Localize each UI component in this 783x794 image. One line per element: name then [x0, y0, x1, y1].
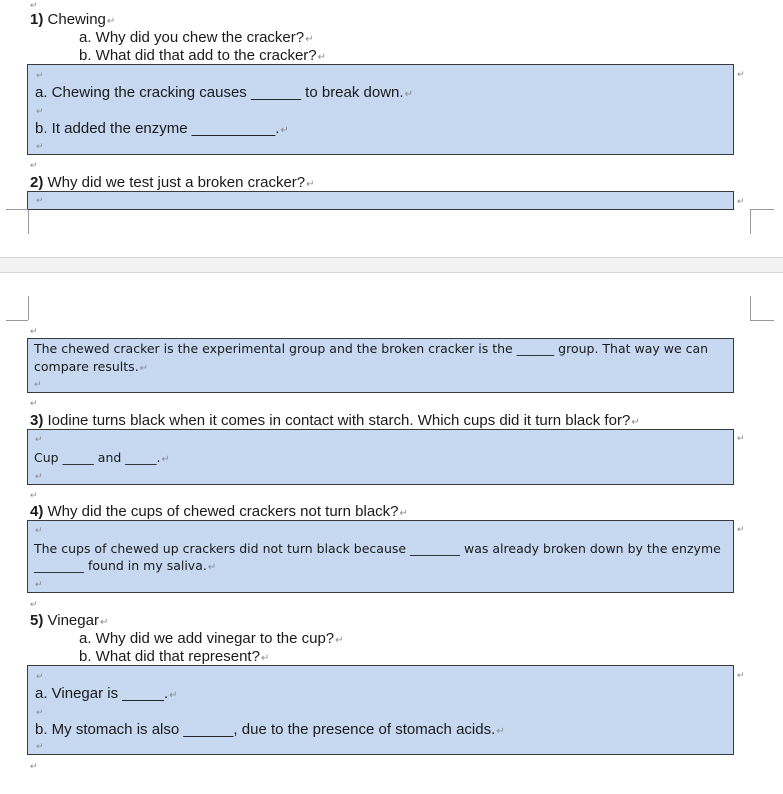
answer-box-5[interactable] — [27, 665, 734, 755]
crop-mark — [6, 320, 28, 321]
answer-1a — [35, 84, 413, 104]
answer-text: The cups of chewed up crackers did not turn black because ________ was already broken down by the enzyme — [34, 541, 721, 556]
paragraph-mark: ↵ — [30, 326, 38, 336]
paragraph-mark: ↵ — [305, 34, 314, 45]
sub-question-text: a. Why did we add vinegar to the cup? — [79, 630, 335, 647]
paragraph-mark: ↵ — [35, 471, 43, 481]
answer-text: b. My stomach is also ______, due to the presence of stomach acids. — [35, 721, 496, 738]
question-number: 3) — [30, 412, 44, 429]
question-text: Vinegar — [47, 612, 99, 629]
paragraph-mark: ↵ — [34, 379, 42, 389]
paragraph-mark: ↵ — [335, 635, 344, 646]
question-text: Why did we test just a broken cracker? — [47, 174, 306, 191]
paragraph-mark: ↵ — [30, 160, 38, 170]
answer-box-2[interactable] — [27, 338, 734, 393]
paragraph-mark: ↵ — [737, 69, 745, 79]
paragraph-mark: ↵ — [106, 16, 116, 27]
paragraph-mark: ↵ — [30, 490, 38, 500]
question-number: 5) — [30, 612, 44, 629]
paragraph-mark: ↵ — [737, 670, 745, 680]
paragraph-mark: ↵ — [737, 196, 745, 206]
question-text: Iodine turns black when it comes in contact with starch. Which cups did it turn black for? — [47, 412, 631, 429]
paragraph-mark: ↵ — [99, 617, 109, 628]
paragraph-mark: ↵ — [631, 417, 640, 428]
crop-mark — [750, 209, 774, 210]
paragraph-mark: ↵ — [161, 454, 170, 465]
question-5-sub-a — [79, 630, 344, 650]
question-number: 2) — [30, 174, 44, 191]
paragraph-mark: ↵ — [30, 398, 38, 408]
answer-text: a. Chewing the cracking causes ______ to break down. — [35, 84, 404, 101]
paragraph-mark: ↵ — [306, 179, 315, 190]
sub-question-text: b. What did that represent? — [79, 648, 260, 665]
crop-mark — [28, 210, 29, 234]
answer-3 — [34, 450, 170, 468]
answer-text-line2 — [34, 359, 148, 377]
question-5 — [30, 612, 108, 632]
paragraph-mark: ↵ — [36, 141, 44, 151]
crop-mark — [750, 296, 751, 320]
paragraph-mark: ↵ — [317, 52, 327, 63]
question-1-sub-a — [79, 29, 314, 49]
crop-mark — [6, 209, 28, 210]
paragraph-mark: ↵ — [36, 106, 44, 116]
paragraph-mark: ↵ — [737, 524, 745, 534]
crop-mark — [750, 320, 774, 321]
paragraph-mark: ↵ — [169, 690, 178, 701]
answer-5a — [35, 685, 178, 705]
paragraph-mark: ↵ — [737, 433, 745, 443]
sub-question-text: a. Why did you chew the cracker? — [79, 29, 305, 46]
answer-box-4[interactable] — [27, 520, 734, 593]
question-1 — [30, 11, 115, 31]
paragraph-mark: ↵ — [399, 508, 408, 519]
paragraph-mark: ↵ — [36, 70, 44, 80]
paragraph-mark: ↵ — [280, 125, 289, 136]
paragraph-mark: ↵ — [36, 707, 44, 717]
paragraph-mark: ↵ — [207, 562, 217, 573]
page-break — [0, 257, 783, 273]
answer-text: compare results. — [34, 359, 139, 374]
paragraph-mark: ↵ — [36, 741, 44, 751]
paragraph-mark: ↵ — [35, 525, 43, 535]
sub-question-text: b. What did that add to the cracker? — [79, 47, 317, 64]
paragraph-mark: ↵ — [30, 761, 38, 771]
answer-text-line2 — [34, 558, 216, 576]
question-text: Why did the cups of chewed crackers not turn black? — [47, 503, 399, 520]
question-number: 4) — [30, 503, 44, 520]
paragraph-mark: ↵ — [260, 653, 270, 664]
answer-box-2-top[interactable] — [27, 191, 734, 210]
crop-mark — [28, 296, 29, 320]
answer-text: b. It added the enzyme __________. — [35, 120, 280, 137]
answer-box-1[interactable] — [27, 64, 734, 155]
paragraph-mark: ↵ — [404, 89, 413, 100]
paragraph-mark: ↵ — [496, 726, 505, 737]
paragraph-mark: ↵ — [36, 671, 44, 681]
answer-5b — [35, 721, 505, 741]
paragraph-mark: ↵ — [35, 579, 43, 589]
answer-text: ________ found in my saliva. — [34, 558, 207, 573]
question-number: 1) — [30, 11, 44, 28]
crop-mark — [750, 210, 751, 234]
question-text: Chewing — [47, 11, 106, 28]
answer-text: Cup _____ and _____. — [34, 450, 161, 465]
answer-box-3[interactable] — [27, 429, 734, 485]
paragraph-mark: ↵ — [36, 195, 44, 205]
answer-text: a. Vinegar is _____. — [35, 685, 169, 702]
paragraph-mark: ↵ — [30, 0, 38, 10]
paragraph-mark: ↵ — [30, 599, 38, 609]
paragraph-mark: ↵ — [139, 363, 149, 374]
answer-text: The chewed cracker is the experimental group and the broken cracker is the ______ group. That way we can — [34, 341, 709, 356]
paragraph-mark: ↵ — [35, 434, 43, 444]
answer-1b — [35, 120, 289, 140]
